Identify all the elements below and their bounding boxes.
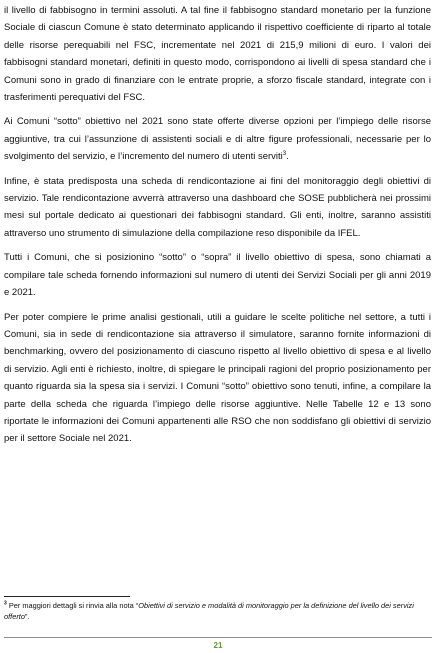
- paragraph-analisi-gestionali: Per poter compiere le prime analisi gestionali, utili a guidare le scelte politiche nel settore, a tutti i Comuni, sia in sede di rendicontazione sia attraverso il simulatore, saranno fornite informazioni di benchmarking, ovvero del posizionamento di ciascuno rispetto al livello obiettivo di spesa e al livello di servizio. Agli enti è richiesto, inoltre, di spiegare le principali ragioni del proprio posizionamento per quanto riguarda sia la spesa sia i servizi. I Comuni “sotto” obiettivo sono tenuti, infine, a compilare la parte della scheda che riguarda l’impiego delle risorse aggiuntive. Nelle Tabelle 12 e 13 sono riportate le informazioni dei Comuni appartenenti alle RSO che non soddisfano gli obiettivi di servizio per il settore Sociale nel 2021.: [4, 311, 431, 445]
- paragraph-rendicontazione: Infine, è stata predisposta una scheda di rendicontazione ai fini del monitoraggio degli obiettivi di servizio. Tale rendicontazione avverrà attraverso una dashboard che SOSE pubblicherà nei prossimi mesi sul portale dedicato ai questionari dei fabbisogni standard. Gli enti, inoltre, saranno assistiti attraverso uno strumento di simulazione della compilazione reso disponibile da IFEL.: [4, 175, 431, 239]
- paragraph-fabbisogno: il livello di fabbisogno in termini assoluti. A tal fine il fabbisogno standard monetario per la funzione Sociale di ciascun Comune è stato determinato applicando il rispettivo coefficiente di riparto al totale delle risorse perequabili nel FSC, incrementate nel 2021 di 215,9 milioni di euro. I valori dei fabbisogni standard monetari, definiti in questo modo, corrispondono ai livelli di spesa standard che i Comuni sono in grado di finanziare con le entrate proprie, a sforzo fiscale standard, integrate con i trasferimenti perequativi del FSC.: [4, 5, 431, 104]
- footer-divider: [4, 637, 432, 638]
- footnote-lead: Per maggiori dettagli si rinvia alla nota “: [6, 601, 139, 610]
- footnote-reference-title: Obiettivi di servizio e modalità di monitoraggio per la definizione del livello dei servizi offerto: [4, 601, 414, 621]
- footnote-marker: 3: [4, 600, 7, 607]
- footnote: [4, 600, 432, 622]
- paragraph-risorse-text: Ai Comuni “sotto” obiettivo nel 2021 sono state offerte diverse opzioni per l’impiego delle risorse aggiuntive, tra cui l’assunzione di assistenti sociali e di altre figure professionali, necessarie per lo svolgimento del servizio, e l’incremento del numero di utenti serviti: [4, 116, 431, 163]
- paragraph-tutti-i-comuni: Tutti i Comuni, che si posizionino “sotto” o “sopra” il livello obiettivo di spesa, sono chiamati a compilare tale scheda fornendo informazioni sul numero di utenti dei Servizi Sociali per gli anni 2019 e 2021.: [4, 252, 431, 299]
- body-text: [4, 2, 431, 455]
- paragraph-risorse-end: .: [286, 151, 289, 163]
- footnote-tail: ”.: [24, 612, 30, 621]
- footnote-divider: [4, 596, 130, 597]
- page-number: 21: [213, 641, 223, 650]
- footnote-reference[interactable]: 3: [282, 151, 287, 158]
- paragraph-risorse-aggiuntive: [4, 113, 431, 165]
